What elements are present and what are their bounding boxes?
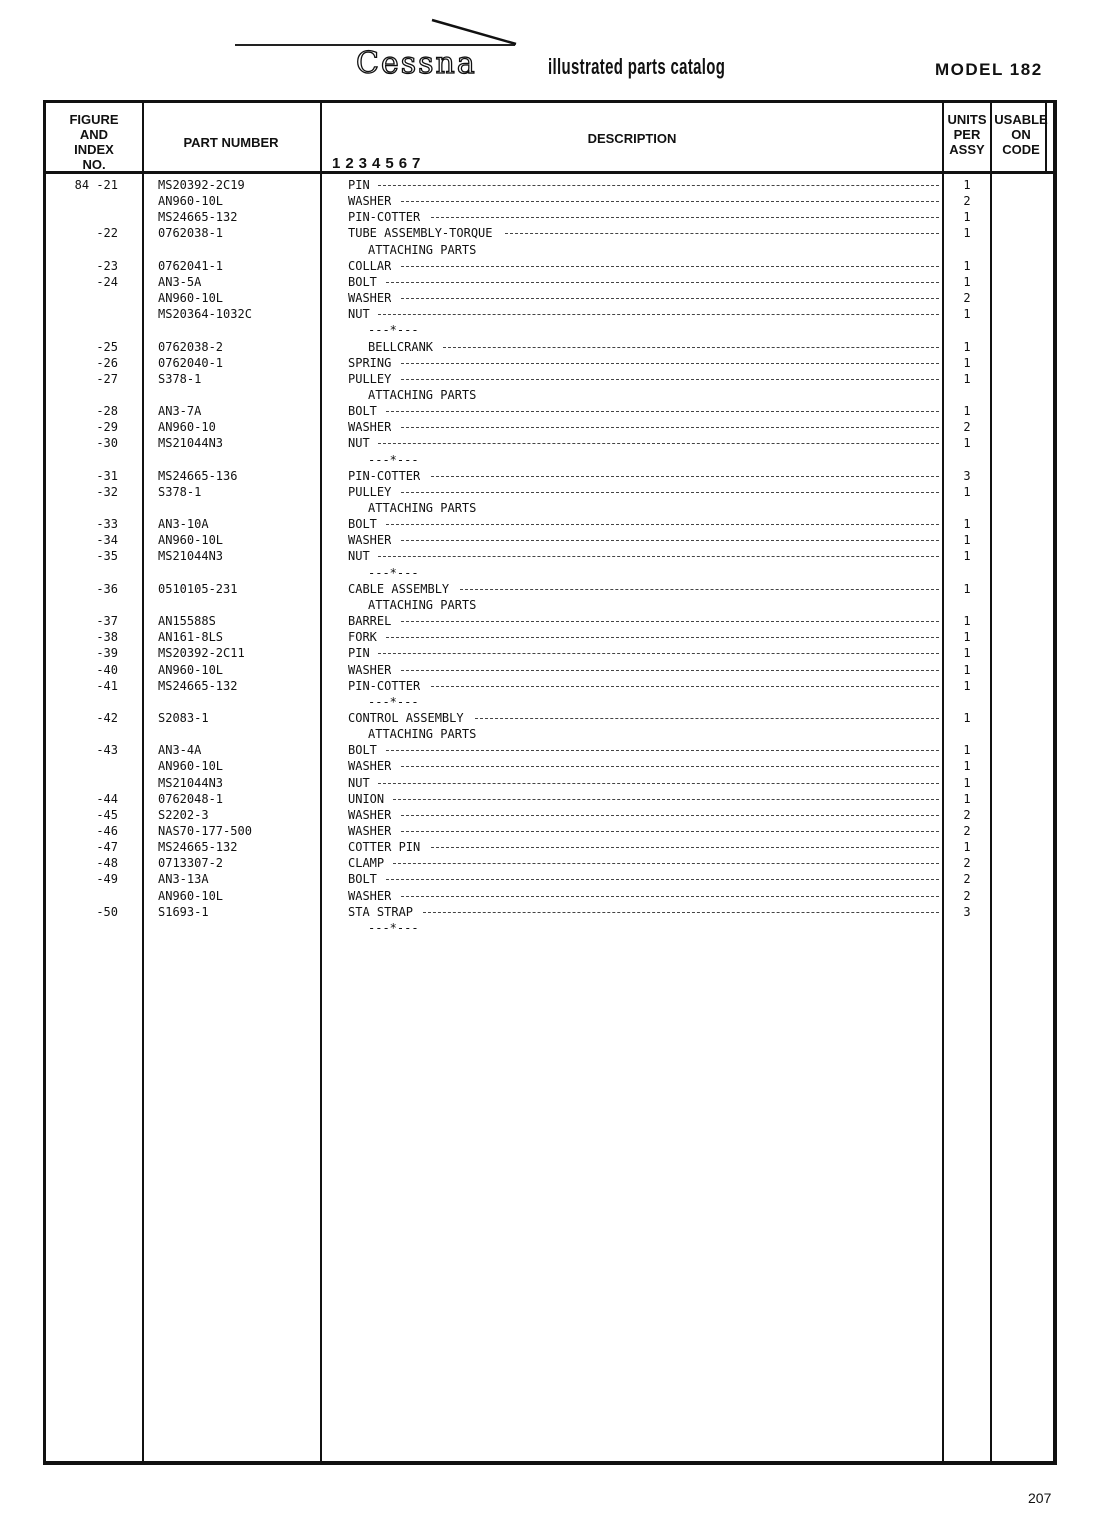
part-number: MS20364-1032C xyxy=(158,307,252,322)
part-description: BARREL xyxy=(348,614,392,629)
units-per-assy: 1 xyxy=(963,630,971,645)
figure-index: -40 xyxy=(96,662,118,677)
part-number: 0762041-1 xyxy=(158,258,224,273)
figure-index: -30 xyxy=(96,436,118,451)
part-description: PIN xyxy=(348,646,370,661)
header-part-number: PART NUMBER xyxy=(183,135,279,150)
table-row xyxy=(46,387,1050,403)
header-figure-line: NO. xyxy=(82,157,106,172)
table-row xyxy=(46,468,1050,484)
table-row xyxy=(46,516,1050,532)
dot-leader xyxy=(378,314,939,315)
dot-leader xyxy=(401,670,939,671)
table-row xyxy=(46,613,1050,629)
units-per-assy: 1 xyxy=(963,646,971,661)
units-per-assy: 1 xyxy=(963,759,971,774)
dot-leader xyxy=(431,476,940,477)
part-number: 0762038-2 xyxy=(158,339,224,354)
part-number: AN3-5A xyxy=(158,274,202,289)
units-per-assy: 1 xyxy=(963,484,971,499)
table-row xyxy=(46,597,1050,613)
part-description: NUT xyxy=(348,436,370,451)
figure-index: -36 xyxy=(96,581,118,596)
header-figure-line: AND xyxy=(79,127,109,142)
figure-index: -32 xyxy=(96,484,118,499)
table-row xyxy=(46,306,1050,322)
units-per-assy: 1 xyxy=(963,404,971,419)
part-number: 0713307-2 xyxy=(158,856,224,871)
part-number: AN960-10L xyxy=(158,194,224,209)
part-description: BELLCRANK xyxy=(368,339,434,354)
part-number: MS21044N3 xyxy=(158,549,224,564)
header-units-line: UNITS xyxy=(947,112,987,127)
table-row xyxy=(46,710,1050,726)
units-per-assy: 3 xyxy=(963,468,971,483)
dot-leader xyxy=(443,347,939,348)
catalog-title: illustrated parts catalog xyxy=(548,54,726,79)
units-per-assy: 1 xyxy=(963,775,971,790)
table-row xyxy=(46,177,1050,193)
indent-scale: 1234567 xyxy=(332,155,426,172)
part-number: 0762048-1 xyxy=(158,791,224,806)
table-row xyxy=(46,775,1050,791)
part-number: MS21044N3 xyxy=(158,436,224,451)
parts-table xyxy=(43,100,1057,1465)
table-row xyxy=(46,629,1050,645)
part-number: AN960-10L xyxy=(158,533,224,548)
part-description: ATTACHING PARTS xyxy=(368,727,477,742)
table-row xyxy=(46,209,1050,225)
part-description: SPRING xyxy=(348,355,392,370)
units-per-assy: 2 xyxy=(963,824,971,838)
table-row xyxy=(46,726,1050,742)
figure-index: -31 xyxy=(96,468,118,483)
figure-index: -28 xyxy=(96,404,118,419)
figure-index: -23 xyxy=(96,258,118,273)
part-description: WASHER xyxy=(348,824,392,838)
part-number: S378-1 xyxy=(158,484,202,499)
dot-leader xyxy=(423,912,939,913)
dot-leader xyxy=(401,298,939,299)
units-per-assy: 2 xyxy=(963,807,971,822)
part-description: ATTACHING PARTS xyxy=(368,242,477,257)
units-per-assy: 2 xyxy=(963,872,971,887)
dot-leader xyxy=(386,282,939,283)
units-per-assy: 1 xyxy=(963,355,971,370)
figure-index: -34 xyxy=(96,533,118,548)
page-number: 207 xyxy=(1028,1490,1052,1506)
table-row xyxy=(46,920,1050,936)
figure-index: 84 -21 xyxy=(74,178,118,192)
units-per-assy: 1 xyxy=(963,840,971,855)
dot-leader xyxy=(386,411,939,412)
part-number: AN3-4A xyxy=(158,743,202,758)
table-row xyxy=(46,581,1050,597)
units-per-assy: 1 xyxy=(963,307,971,322)
part-description: ---*--- xyxy=(368,452,419,467)
page-header xyxy=(0,0,1113,95)
part-description: PULLEY xyxy=(348,371,392,386)
units-per-assy: 2 xyxy=(963,420,971,435)
dot-leader xyxy=(460,589,939,590)
table-row xyxy=(46,904,1050,920)
part-description: FORK xyxy=(348,630,377,645)
table-row xyxy=(46,322,1050,338)
table-row xyxy=(46,888,1050,904)
figure-index: -43 xyxy=(96,743,118,758)
part-description: COLLAR xyxy=(348,258,392,273)
part-description: WASHER xyxy=(348,759,392,774)
table-row xyxy=(46,452,1050,468)
header-rule xyxy=(46,171,1053,174)
dot-leader xyxy=(431,217,940,218)
part-description: UNION xyxy=(348,791,385,806)
part-number: AN960-10L xyxy=(158,291,224,306)
table-row xyxy=(46,742,1050,758)
part-description: BOLT xyxy=(348,274,377,289)
units-per-assy: 1 xyxy=(963,258,971,273)
table-row xyxy=(46,419,1050,435)
part-description: ---*--- xyxy=(368,323,419,338)
figure-index: -44 xyxy=(96,791,118,806)
part-description: BOLT xyxy=(348,743,377,758)
part-number: MS24665-136 xyxy=(158,468,238,483)
table-row xyxy=(46,500,1050,516)
figure-index: -24 xyxy=(96,274,118,289)
figure-index: -25 xyxy=(96,339,118,354)
part-description: COTTER PIN xyxy=(348,840,421,855)
part-number: MS24665-132 xyxy=(158,840,238,855)
figure-index: -29 xyxy=(96,420,118,435)
part-description: WASHER xyxy=(348,420,392,435)
dot-leader xyxy=(386,637,939,638)
table-row xyxy=(46,290,1050,306)
units-per-assy: 1 xyxy=(963,436,971,451)
units-per-assy: 1 xyxy=(963,549,971,564)
part-description: ATTACHING PARTS xyxy=(368,597,477,612)
units-per-assy: 1 xyxy=(963,533,971,548)
dot-leader xyxy=(431,847,940,848)
part-description: PULLEY xyxy=(348,484,392,499)
table-row xyxy=(46,565,1050,581)
units-per-assy: 3 xyxy=(963,904,971,919)
dot-leader xyxy=(378,783,939,784)
units-per-assy: 1 xyxy=(963,791,971,806)
header-usable-line: USABLE xyxy=(994,112,1048,127)
table-row xyxy=(46,807,1050,823)
part-description: BOLT xyxy=(348,404,377,419)
part-description: ATTACHING PARTS xyxy=(368,501,477,515)
dot-leader xyxy=(401,815,939,816)
table-row xyxy=(46,678,1050,694)
part-number: S1693-1 xyxy=(158,904,209,919)
figure-index: -42 xyxy=(96,710,118,725)
table-row xyxy=(46,694,1050,710)
part-description: WASHER xyxy=(348,662,392,677)
units-per-assy: 1 xyxy=(963,743,971,758)
part-number: NAS70-177-500 xyxy=(158,824,252,838)
part-number: 0510105-231 xyxy=(158,581,238,596)
part-description: WASHER xyxy=(348,807,392,822)
part-number: AN960-10 xyxy=(158,420,216,435)
dot-leader xyxy=(401,266,939,267)
units-per-assy: 2 xyxy=(963,291,971,306)
table-row xyxy=(46,258,1050,274)
dot-leader xyxy=(386,524,939,525)
units-per-assy: 2 xyxy=(963,194,971,209)
dot-leader xyxy=(401,427,939,428)
table-row xyxy=(46,532,1050,548)
table-row xyxy=(46,225,1050,241)
part-description: PIN xyxy=(348,178,370,192)
part-description: TUBE ASSEMBLY-TORQUE xyxy=(348,226,493,241)
dot-leader xyxy=(378,556,939,557)
dot-leader xyxy=(401,201,939,202)
part-description: PIN-COTTER xyxy=(348,678,421,693)
units-per-assy: 1 xyxy=(963,274,971,289)
units-per-assy: 1 xyxy=(963,678,971,693)
table-row xyxy=(46,823,1050,839)
units-per-assy: 1 xyxy=(963,210,971,225)
units-per-assy: 1 xyxy=(963,581,971,596)
dot-leader xyxy=(505,233,939,234)
table-row xyxy=(46,871,1050,887)
figure-index: -26 xyxy=(96,355,118,370)
units-per-assy: 2 xyxy=(963,856,971,871)
dot-leader xyxy=(431,686,940,687)
table-row xyxy=(46,435,1050,451)
part-number: AN960-10L xyxy=(158,662,224,677)
table-row xyxy=(46,855,1050,871)
part-description: NUT xyxy=(348,549,370,564)
part-number: 0762038-1 xyxy=(158,226,224,241)
part-number: AN15588S xyxy=(158,614,216,629)
part-number: AN161-8LS xyxy=(158,630,224,645)
units-per-assy: 1 xyxy=(963,614,971,629)
table-row xyxy=(46,645,1050,661)
part-description: ---*--- xyxy=(368,694,419,709)
dot-leader xyxy=(378,443,939,444)
part-number: MS20392-2C19 xyxy=(158,178,245,192)
dot-leader xyxy=(401,492,939,493)
brand-name: Cessna xyxy=(356,46,477,81)
part-description: CABLE ASSEMBLY xyxy=(348,581,450,596)
part-number: MS24665-132 xyxy=(158,210,238,225)
units-per-assy: 1 xyxy=(963,226,971,241)
table-row xyxy=(46,355,1050,371)
table-row xyxy=(46,242,1050,258)
part-number: MS24665-132 xyxy=(158,678,238,693)
part-number: AN3-13A xyxy=(158,872,209,887)
header-usable-line: CODE xyxy=(1002,142,1040,157)
table-row xyxy=(46,403,1050,419)
part-number: MS21044N3 xyxy=(158,775,224,790)
part-description: CLAMP xyxy=(348,856,385,871)
table-row xyxy=(46,758,1050,774)
part-description: WASHER xyxy=(348,533,392,548)
dot-leader xyxy=(401,896,939,897)
header-description: DESCRIPTION xyxy=(587,131,677,146)
part-description: PIN-COTTER xyxy=(348,468,421,483)
dot-leader xyxy=(401,540,939,541)
figure-index: -35 xyxy=(96,549,118,564)
header-usable-line: ON xyxy=(1011,127,1031,142)
part-description: PIN-COTTER xyxy=(348,210,421,225)
dot-leader xyxy=(401,363,939,364)
part-description: NUT xyxy=(348,775,370,790)
figure-index: -41 xyxy=(96,678,118,693)
figure-index: -33 xyxy=(96,517,118,532)
figure-index: -48 xyxy=(96,856,118,871)
figure-index: -27 xyxy=(96,371,118,386)
dot-leader xyxy=(401,621,939,622)
units-per-assy: 1 xyxy=(963,178,971,192)
part-description: ---*--- xyxy=(368,920,419,935)
figure-index: -22 xyxy=(96,226,118,241)
part-number: S2083-1 xyxy=(158,710,209,725)
table-row xyxy=(46,839,1050,855)
figure-index: -45 xyxy=(96,807,118,822)
logo-swoosh-icon xyxy=(430,18,520,48)
figure-index: -37 xyxy=(96,614,118,629)
dot-leader xyxy=(475,718,939,719)
header-usable xyxy=(992,112,1050,157)
dot-leader xyxy=(401,766,939,767)
table-row xyxy=(46,662,1050,678)
units-per-assy: 1 xyxy=(963,517,971,532)
header-figure-line: FIGURE xyxy=(69,112,119,127)
dot-leader xyxy=(378,653,939,654)
part-description: WASHER xyxy=(348,291,392,306)
figure-index: -39 xyxy=(96,646,118,661)
header-units-line: PER xyxy=(953,127,981,142)
dot-leader xyxy=(386,750,939,751)
figure-index: -47 xyxy=(96,840,118,855)
part-description: WASHER xyxy=(348,194,392,209)
part-description: ATTACHING PARTS xyxy=(368,387,477,402)
dot-leader xyxy=(378,185,939,186)
dot-leader xyxy=(386,879,939,880)
part-number: MS20392-2C11 xyxy=(158,646,245,661)
model-label: MODEL 182 xyxy=(935,60,1043,79)
figure-index: -50 xyxy=(96,904,118,919)
dot-leader xyxy=(393,863,939,864)
brand-logo xyxy=(356,46,477,81)
dot-leader xyxy=(393,799,939,800)
dot-leader xyxy=(401,379,939,380)
figure-index: -49 xyxy=(96,872,118,887)
header-figure xyxy=(46,112,142,172)
table-row xyxy=(46,484,1050,500)
table-row xyxy=(46,339,1050,355)
part-description: NUT xyxy=(348,307,370,322)
part-number: S378-1 xyxy=(158,371,202,386)
part-number: AN960-10L xyxy=(158,888,224,903)
header-figure-line: INDEX xyxy=(74,142,114,157)
units-per-assy: 1 xyxy=(963,371,971,386)
table-row xyxy=(46,193,1050,209)
table-row xyxy=(46,371,1050,387)
units-per-assy: 1 xyxy=(963,662,971,677)
dot-leader xyxy=(401,831,939,832)
part-number: AN3-10A xyxy=(158,517,209,532)
part-description: STA STRAP xyxy=(348,904,414,919)
figure-index: -46 xyxy=(96,824,118,838)
part-description: BOLT xyxy=(348,872,377,887)
part-number: AN3-7A xyxy=(158,404,202,419)
header-units xyxy=(944,112,990,157)
part-description: BOLT xyxy=(348,517,377,532)
units-per-assy: 1 xyxy=(963,339,971,354)
part-description: ---*--- xyxy=(368,565,419,580)
table-row xyxy=(46,548,1050,564)
part-number: 0762040-1 xyxy=(158,355,224,370)
part-number: AN960-10L xyxy=(158,759,224,774)
table-row xyxy=(46,791,1050,807)
part-number: S2202-3 xyxy=(158,807,209,822)
figure-index: -38 xyxy=(96,630,118,645)
header-units-line: ASSY xyxy=(949,142,985,157)
part-description: CONTROL ASSEMBLY xyxy=(348,710,464,725)
units-per-assy: 2 xyxy=(963,888,971,903)
units-per-assy: 1 xyxy=(963,710,971,725)
part-description: WASHER xyxy=(348,888,392,903)
table-row xyxy=(46,274,1050,290)
